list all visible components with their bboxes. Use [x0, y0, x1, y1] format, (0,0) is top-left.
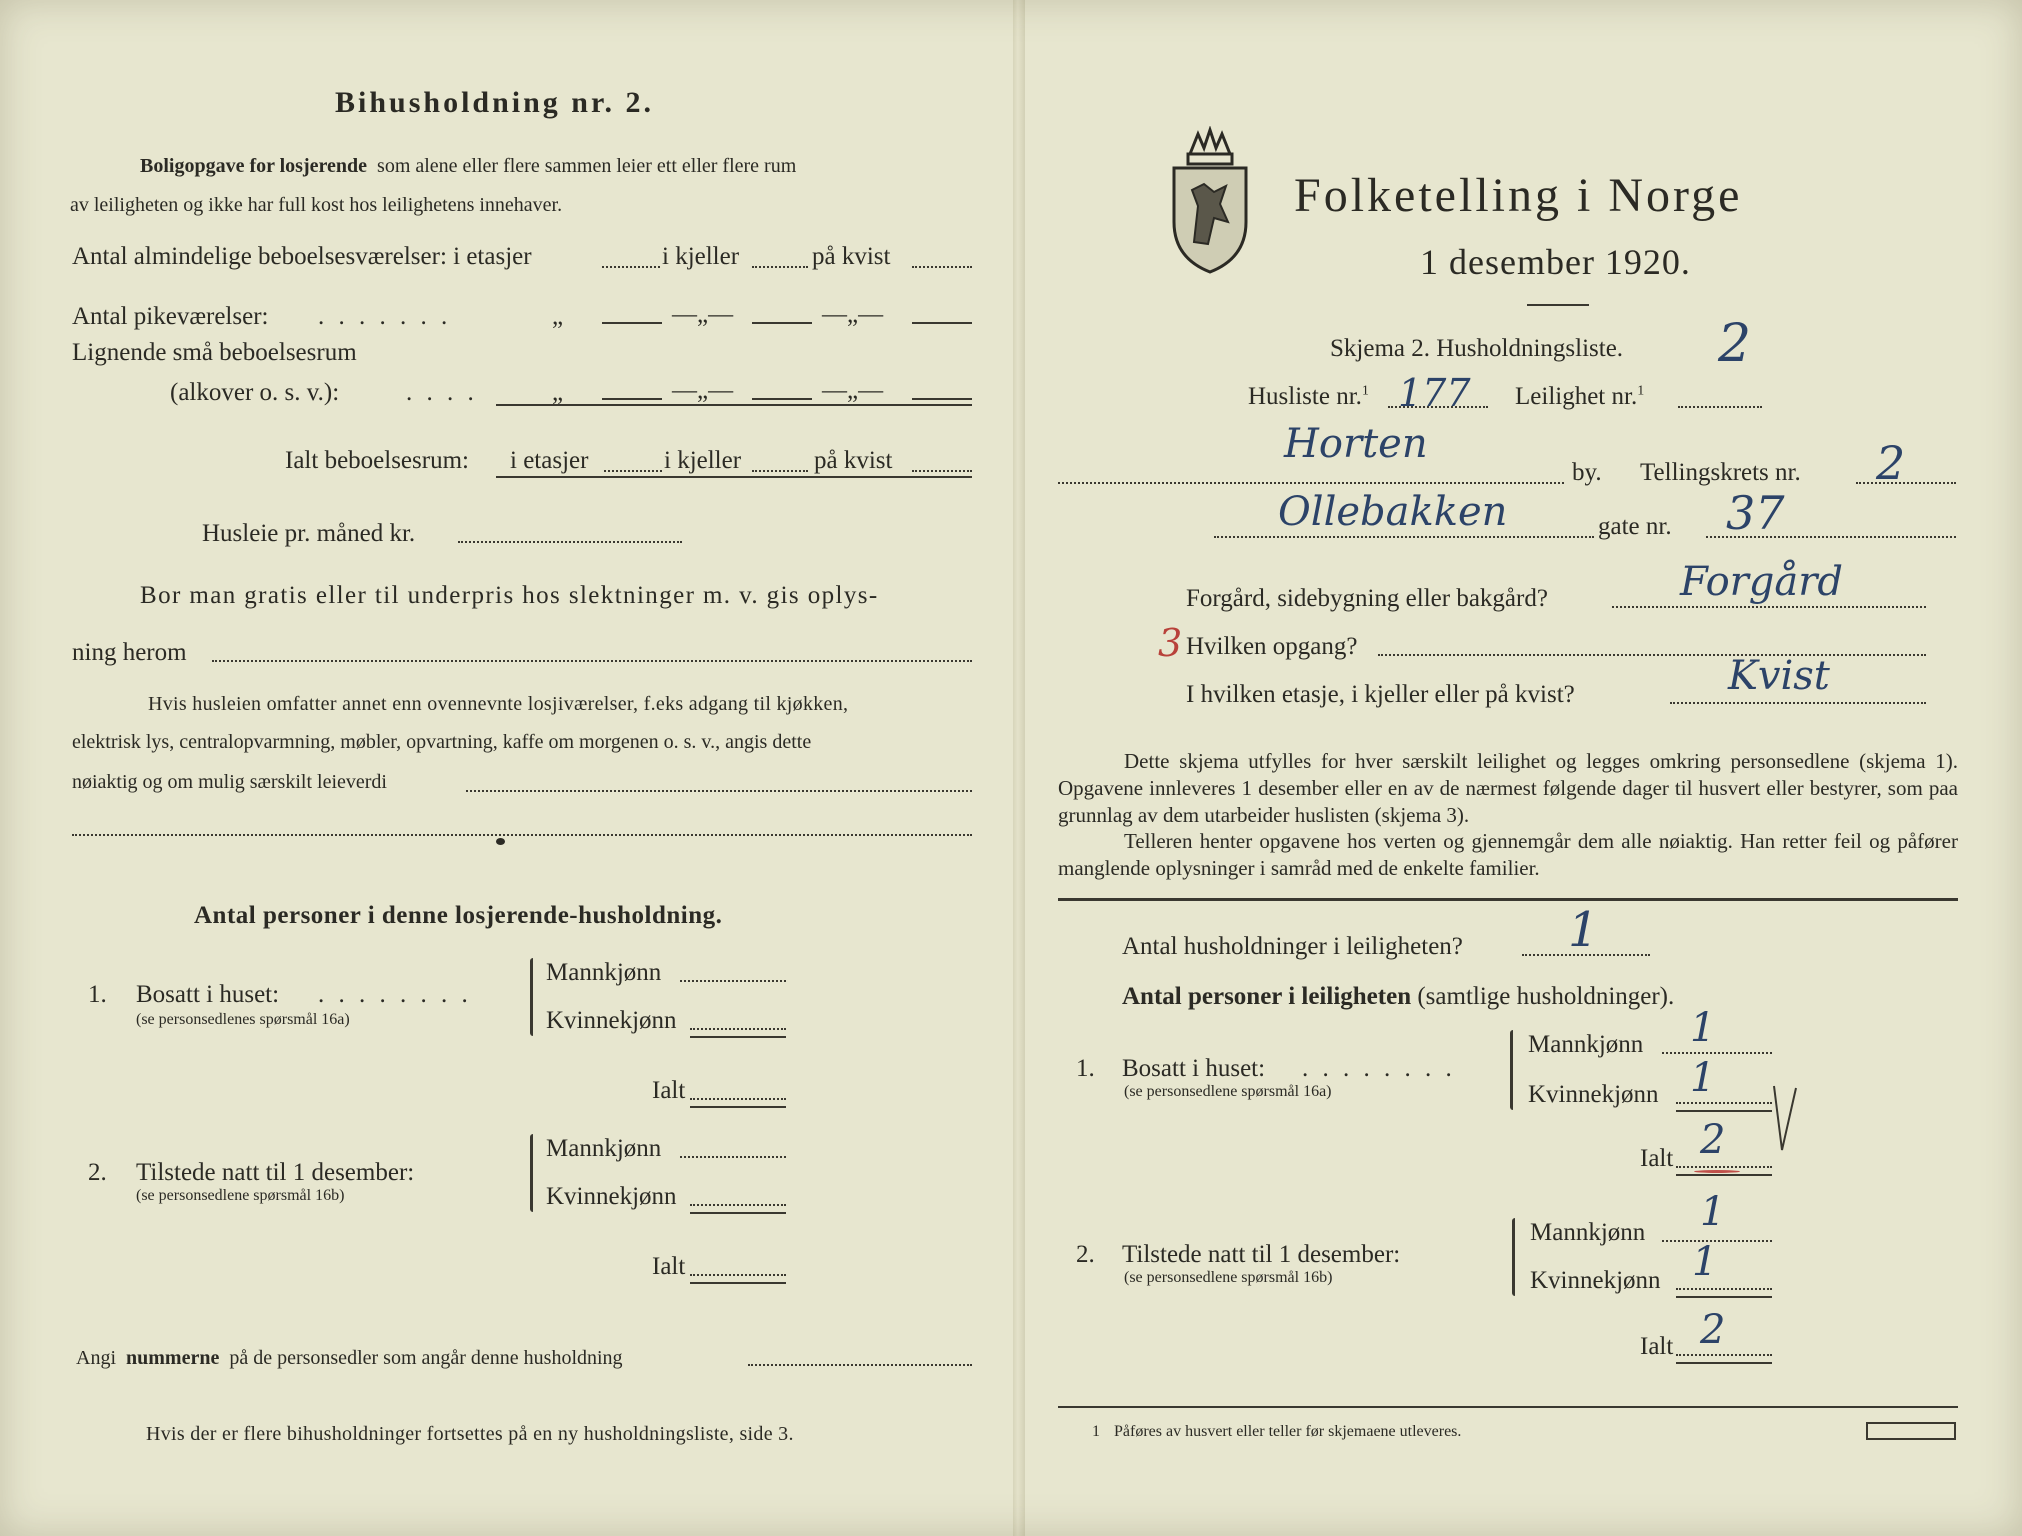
ialt-etasjer-field[interactable]: [604, 470, 662, 472]
sum-rule: [496, 404, 972, 406]
ialt-label: Ialt beboelsesrum:: [285, 447, 469, 474]
footnote-rule: [1058, 1406, 1958, 1408]
tellingskrets-label: Tellingskrets nr.: [1640, 459, 1801, 486]
left-q1-ialt-rule: [690, 1106, 786, 1108]
leieverdi-field-2[interactable]: [72, 834, 972, 836]
ialt-rule: [496, 476, 972, 478]
hw-q1-kvinne: 1: [1690, 1055, 1716, 1101]
left-q1-brace: [530, 958, 533, 1036]
leieverdi-field[interactable]: [466, 790, 972, 792]
hw-by: Horten: [1284, 421, 1428, 467]
gate-nr-label: gate nr.: [1598, 513, 1672, 540]
ialt-kvist-label: på kvist: [814, 447, 893, 474]
coat-of-arms-icon: [1168, 126, 1252, 276]
hw-q1-mann: 1: [1690, 1005, 1716, 1051]
alkover-label: (alkover o. s. v.):: [170, 379, 340, 406]
rooms-kjeller-field[interactable]: [752, 266, 808, 268]
printer-mark: [1866, 1422, 1956, 1440]
left-q2-ialt-field[interactable]: [690, 1274, 786, 1276]
rooms-etasjer-field[interactable]: [602, 266, 660, 268]
right-q1-mann-field[interactable]: [1662, 1052, 1772, 1054]
gratis-line2: ning herom: [72, 639, 187, 666]
left-q1-sub: (se personsedlenes spørsmål 16a): [136, 1011, 350, 1028]
pike-kvist-field[interactable]: [912, 322, 972, 324]
ialt-kvist-field[interactable]: [912, 470, 972, 472]
hvis-line3: nøiaktig og om mulig særskilt leieverdi: [72, 771, 387, 793]
husleie-label: Husleie pr. måned kr.: [202, 520, 416, 547]
alkover-ditto: „: [552, 379, 564, 406]
left-q1-dots: . . . . . . . .: [318, 981, 472, 1008]
left-title: Bihusholdning nr. 2.: [335, 86, 655, 119]
forgard-question: Forgård, sidebygning eller bakgård?: [1186, 585, 1548, 612]
hvis-line1: Hvis husleien omfatter annet enn ovennevnte losjiværelser, f.eks adgang til kjøkken,: [148, 693, 849, 715]
hw-q2-kvinne: 1: [1692, 1239, 1718, 1285]
left-q1-label: Bosatt i huset:: [136, 981, 280, 1008]
intro-line1: Boligopgave for losjerende som alene eller flere sammen leier ett eller flere rum: [140, 155, 797, 177]
instructions-paragraph-1: Dette skjema utfylles for hver særskilt leilighet og legges omkring personsedlene (skjema 1). Opgavene innleveres 1 desember eller en av de nærmest følgende dager til husvert eller bestyrer, som paa grunnlag av dem utarbeider huslisten (skjema 3).: [1058, 749, 1958, 827]
right-q1-kvinne-label: Kvinnekjønn: [1528, 1081, 1659, 1108]
right-q1-num: 1.: [1076, 1055, 1095, 1082]
right-q1-dots: . . . . . . . .: [1302, 1055, 1456, 1082]
title-rule: [1527, 304, 1589, 306]
left-q2-kvinne-label: Kvinnekjønn: [546, 1183, 677, 1210]
ialt-kjeller-label: i kjeller: [664, 447, 742, 474]
pike-dots: . . . . . . .: [318, 303, 452, 330]
left-q1-ialt-label: Ialt: [652, 1077, 686, 1104]
hw-husliste: 177: [1398, 371, 1471, 415]
right-q2-ialt-label: Ialt: [1640, 1333, 1674, 1360]
left-q1-num: 1.: [88, 981, 107, 1008]
left-q2-label: Tilstede natt til 1 desember:: [136, 1159, 415, 1186]
antal-husholdninger-label: Antal husholdninger i leiligheten?: [1122, 933, 1463, 960]
pike-etasjer-field[interactable]: [602, 322, 662, 324]
lign-label: Lignende små beboelsesrum: [72, 339, 357, 366]
hw-q2-ialt: 2: [1700, 1307, 1726, 1353]
hw-gate: Ollebakken: [1278, 489, 1508, 535]
leilighet-field[interactable]: [1678, 406, 1762, 408]
left-q2-mann-label: Mannkjønn: [546, 1135, 662, 1162]
hw-gatenr: 37: [1726, 486, 1785, 540]
hw-etasje: Kvist: [1728, 653, 1830, 699]
etasje-question: I hvilken etasje, i kjeller eller på kvist?: [1186, 681, 1575, 708]
forgard-field[interactable]: [1612, 606, 1926, 608]
right-q1-rule: [1676, 1110, 1772, 1112]
left-q2-sub: (se personsedlene spørsmål 16b): [136, 1187, 345, 1204]
footnote-text: Påføres av husvert eller teller før skjemaene utleveres.: [1114, 1423, 1462, 1440]
by-label: by.: [1572, 459, 1602, 486]
ink-dot: [496, 838, 505, 845]
hw-husholdninger: 1: [1568, 902, 1599, 958]
left-q2-ialt-label: Ialt: [652, 1253, 686, 1280]
right-q2-ialt-rule: [1676, 1362, 1772, 1364]
etasje-field[interactable]: [1670, 702, 1926, 704]
hw-krets: 2: [1876, 436, 1906, 490]
opgang-field[interactable]: [1378, 654, 1926, 656]
left-q1-mann-field[interactable]: [680, 980, 786, 982]
left-q2-kvinne-field[interactable]: [690, 1204, 786, 1206]
footnote-number: 1: [1092, 1423, 1100, 1440]
opgang-question: Hvilken opgang?: [1186, 633, 1358, 660]
right-q2-mann-label: Mannkjønn: [1530, 1219, 1646, 1246]
rooms-kjeller-label: i kjeller: [662, 243, 740, 270]
alkover-kvist-field[interactable]: [912, 398, 972, 400]
hw-opgang-mark: 3: [1158, 621, 1183, 665]
husleie-field[interactable]: [458, 541, 682, 543]
husliste-label: Husliste nr.$^1$: [1248, 383, 1369, 410]
ialt-etasjer-label: i etasjer: [510, 447, 589, 474]
right-q1-label: Bosatt i huset:: [1122, 1055, 1266, 1082]
intro-line2: av leiligheten og ikke har full kost hos leilighetens innehaver.: [70, 194, 563, 216]
left-q2-num: 2.: [88, 1159, 107, 1186]
right-q1-sub: (se personsedlene spørsmål 16a): [1124, 1083, 1332, 1100]
left-q2-brace: [530, 1134, 533, 1212]
angi-line: Angi nummerne på de personsedler som angår denne husholdning: [76, 1347, 623, 1369]
left-q1-rule: [690, 1036, 786, 1038]
alkover-dots: . . . .: [406, 379, 478, 406]
alkover-etasjer-field[interactable]: [602, 398, 662, 400]
left-q1-kvinne-label: Kvinnekjønn: [546, 1007, 677, 1034]
right-q2-kvinne-label: Kvinnekjønn: [1530, 1267, 1661, 1294]
by-field[interactable]: [1058, 482, 1564, 484]
pike-label: Antal pikeværelser:: [72, 303, 269, 330]
right-date: 1 desember 1920.: [1420, 242, 1691, 282]
hw-q2-mann: 1: [1700, 1189, 1726, 1235]
gratis-line1: Bor man gratis eller til underpris hos slektninger m. v. gis oplys-: [140, 582, 879, 609]
rooms-kvist-field[interactable]: [912, 266, 972, 268]
right-q1-ialt-label: Ialt: [1640, 1145, 1674, 1172]
right-q1-ialt-rule: [1676, 1174, 1772, 1176]
right-q1-mann-label: Mannkjønn: [1528, 1031, 1644, 1058]
left-q1-mann-label: Mannkjønn: [546, 959, 662, 986]
red-underline: [1694, 1170, 1740, 1173]
section-rule: [1058, 898, 1958, 901]
gate-field[interactable]: [1214, 536, 1594, 538]
right-q2-label: Tilstede natt til 1 desember:: [1122, 1241, 1401, 1268]
krets-field[interactable]: [1856, 482, 1956, 484]
instructions-paragraph-2: Telleren henter opgavene hos verten og gjennemgår dem alle nøiaktig. Han retter feil og påfører manglende oplysninger i samråd med de enkelte familier.: [1058, 829, 1958, 880]
right-q1-kvinne-field[interactable]: [1676, 1102, 1772, 1104]
left-q1-ialt-field[interactable]: [690, 1098, 786, 1100]
right-q2-ialt-field[interactable]: [1676, 1354, 1772, 1356]
right-q2-num: 2.: [1076, 1241, 1095, 1268]
right-q1-brace: [1510, 1030, 1513, 1110]
rooms-kvist-label: på kvist: [812, 243, 891, 270]
right-title: Folketelling i Norge: [1294, 169, 1743, 222]
alkover-kjeller-field[interactable]: [752, 398, 812, 400]
skjema-label: Skjema 2. Husholdningsliste.: [1330, 335, 1624, 362]
rooms-label: Antal almindelige beboelsesværelser: i etasjer: [72, 243, 532, 270]
pike-dash-1: —„—: [672, 301, 734, 328]
left-q2-ialt-rule: [690, 1282, 786, 1284]
left-q1-kvinne-field[interactable]: [690, 1028, 786, 1030]
gratis-field[interactable]: [212, 660, 972, 662]
right-q2-sub: (se personsedlene spørsmål 16b): [1124, 1269, 1333, 1286]
right-q2-brace: [1512, 1218, 1515, 1296]
angi-field[interactable]: [748, 1364, 972, 1366]
left-q2-mann-field[interactable]: [680, 1156, 786, 1158]
check-mark-icon: [1772, 1082, 1800, 1154]
husholdninger-field[interactable]: [1522, 954, 1650, 956]
hw-q1-ialt: 2: [1700, 1117, 1726, 1163]
left-footer: Hvis der er flere bihusholdninger fortsettes på en ny husholdningsliste, side 3.: [146, 1423, 794, 1445]
right-q2-kvinne-field[interactable]: [1676, 1288, 1772, 1290]
right-q2-rule: [1676, 1296, 1772, 1298]
hw-forgard: Forgård: [1680, 559, 1843, 605]
hvis-line2: elektrisk lys, centralopvarmning, møbler, opvartning, kaffe om morgenen o. s. v., angis dette: [72, 731, 812, 753]
page-fold: [1013, 0, 1025, 1536]
ialt-kjeller-field[interactable]: [752, 470, 808, 472]
leilighet-label: Leilighet nr.$^1$: [1515, 383, 1645, 410]
hw-leilighet-top: 2: [1718, 314, 1752, 374]
husliste-field[interactable]: [1388, 406, 1488, 408]
left-antal-heading: Antal personer i denne losjerende-husholdning.: [194, 902, 723, 929]
pike-dash-2: —„—: [822, 301, 884, 328]
pike-ditto: „: [552, 303, 564, 330]
alkover-dash-2: —„—: [822, 377, 884, 404]
gatenr-field[interactable]: [1706, 536, 1956, 538]
antal-personer-heading: Antal personer i leiligheten (samtlige husholdninger).: [1122, 983, 1675, 1010]
right-q1-ialt-field[interactable]: [1676, 1166, 1772, 1168]
left-q2-rule: [690, 1212, 786, 1214]
alkover-dash-1: —„—: [672, 377, 734, 404]
pike-kjeller-field[interactable]: [752, 322, 812, 324]
